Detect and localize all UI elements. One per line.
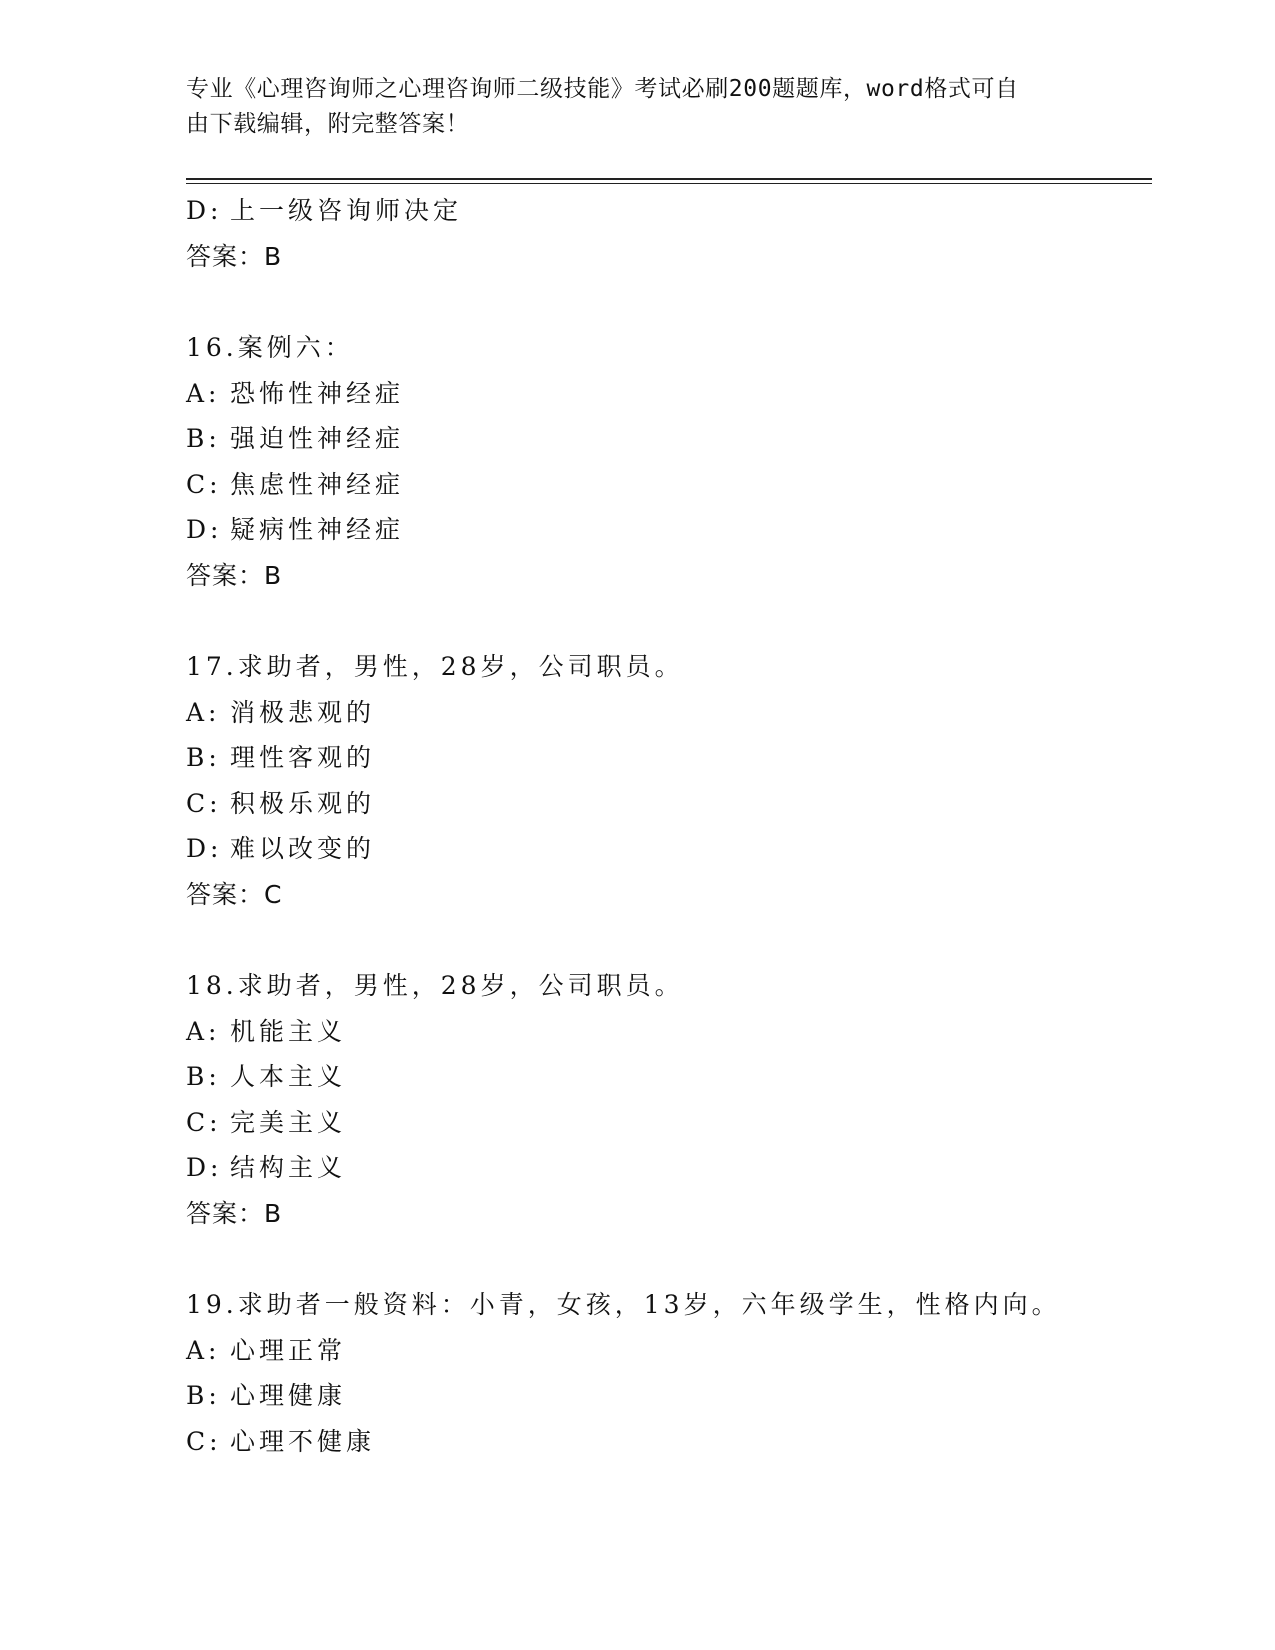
option-label: D: <box>186 196 223 225</box>
option-label: C: <box>186 1426 222 1456</box>
question-stem: 17.求助者，男性，28岁，公司职员。 <box>186 652 684 681</box>
option-label: C: <box>186 1107 222 1137</box>
header-divider-thin <box>186 183 1152 184</box>
option-text: 心理健康 <box>230 1381 347 1410</box>
spacer <box>186 1236 1166 1282</box>
option-label: B: <box>186 1062 221 1091</box>
option-b <box>186 735 1166 781</box>
option-a <box>186 690 1166 736</box>
option-text: 恐怖性神经症 <box>230 378 405 408</box>
option-label: B: <box>186 424 221 453</box>
answer-line: 答案：B <box>186 241 283 271</box>
header-title-line-1: 专业《心理咨询师之心理咨询师二级技能》考试必刷200题题库，word格式可自 <box>186 76 1019 102</box>
spacer <box>186 279 1166 325</box>
spacer <box>186 917 1166 963</box>
option-label: B: <box>186 1381 221 1410</box>
option-a <box>186 1328 1166 1374</box>
option-b <box>186 1054 1166 1100</box>
option-text: 强迫性神经症 <box>230 424 405 453</box>
question-stem: 16.案例六： <box>186 333 354 362</box>
option-label: A: <box>186 697 221 727</box>
option-d <box>186 1145 1166 1191</box>
option-label: C: <box>186 469 222 499</box>
option-text: 完美主义 <box>230 1107 347 1137</box>
option-d <box>186 188 1166 234</box>
option-c <box>186 1100 1166 1146</box>
option-c <box>186 462 1166 508</box>
option-text: 人本主义 <box>230 1062 347 1091</box>
option-a <box>186 1009 1166 1055</box>
option-text: 消极悲观的 <box>230 697 376 727</box>
answer-line: 答案：B <box>186 1198 283 1228</box>
question-stem: 19.求助者一般资料：小青，女孩，13岁，六年级学生，性格内向。 <box>186 1290 1061 1319</box>
option-text: 心理不健康 <box>230 1426 376 1456</box>
option-label: B: <box>186 743 221 772</box>
questions-container <box>186 325 1166 1464</box>
spacer <box>186 598 1166 644</box>
option-text: 心理正常 <box>230 1335 347 1365</box>
option-text: 疑病性神经症 <box>230 515 405 544</box>
option-c <box>186 1419 1166 1465</box>
option-text: 上一级咨询师决定 <box>230 196 463 225</box>
answer-line: 答案：C <box>186 879 283 909</box>
option-label: A: <box>186 1335 221 1365</box>
option-b <box>186 416 1166 462</box>
option-text: 理性客观的 <box>230 743 376 772</box>
option-b <box>186 1373 1166 1419</box>
option-a <box>186 371 1166 417</box>
header-divider-thick <box>186 178 1152 180</box>
option-d <box>186 507 1166 553</box>
option-text: 焦虑性神经症 <box>230 469 405 499</box>
option-label: D: <box>186 515 223 544</box>
option-label: D: <box>186 834 223 863</box>
option-label: A: <box>186 1016 221 1046</box>
answer-line: 答案：B <box>186 560 283 590</box>
option-text: 难以改变的 <box>230 834 376 863</box>
option-text: 积极乐观的 <box>230 788 376 818</box>
header-title-line-2: 由下载编辑，附完整答案！ <box>186 111 470 137</box>
option-text: 结构主义 <box>230 1153 347 1182</box>
option-d <box>186 826 1166 872</box>
option-label: D: <box>186 1153 223 1182</box>
option-label: A: <box>186 378 221 408</box>
option-text: 机能主义 <box>230 1016 347 1046</box>
question-stem: 18.求助者，男性，28岁，公司职员。 <box>186 971 684 1000</box>
document-header <box>186 72 1086 142</box>
question-list <box>186 188 1166 1464</box>
option-c <box>186 781 1166 827</box>
option-label: C: <box>186 788 222 818</box>
